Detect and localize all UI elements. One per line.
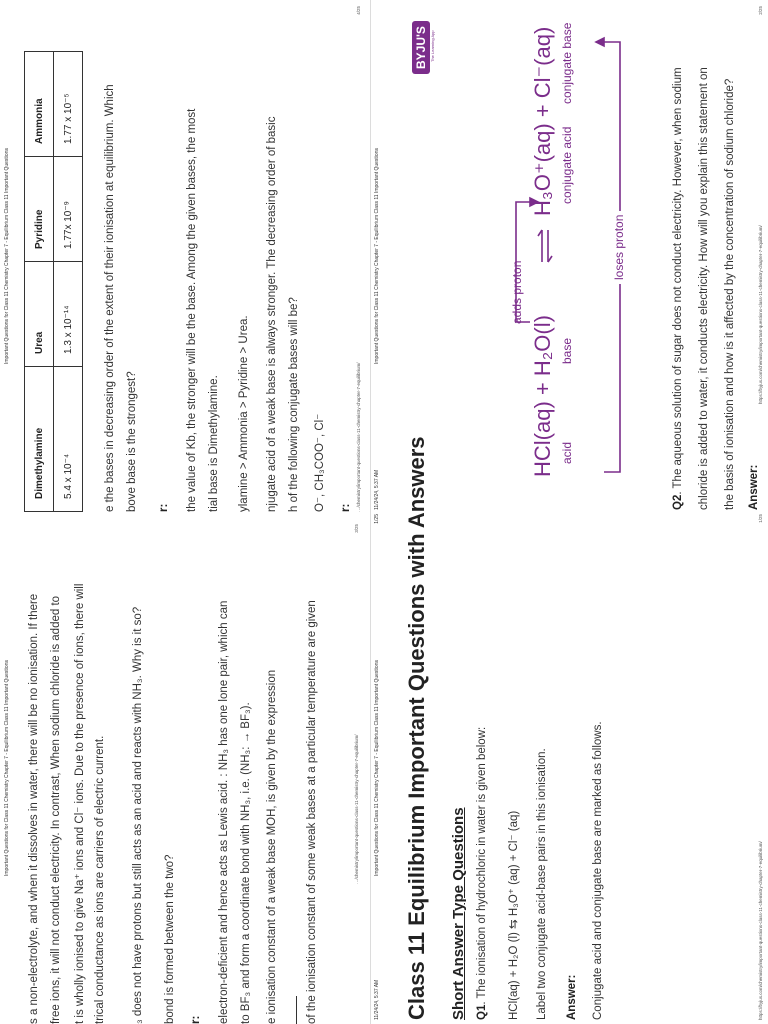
page1-header: 11/24/24, 5:37 AM Important Questions for Class 11 Chemistry Chapter 7 - Equilibrium Class 11 Important Questions 1/25 [374, 0, 386, 1024]
page-divider [370, 0, 371, 1024]
q2-line-2: chloride is added to water, it conducts electricity. How will you explain this statement on [698, 67, 710, 510]
conjugate-pair-diagram [392, 0, 632, 512]
kb-header-urea: Urea [25, 262, 54, 367]
page3-header-text: Important Questions for Class 11 Chemistry Chapter 7 - Equilibrium Class 11 Important Questions [4, 660, 10, 877]
base-label: base [560, 337, 574, 364]
p4-line-4: the value of Kb, the stronger will be the base. Among the given bases, the most [186, 108, 198, 512]
p3-line-5: ₃ does not have protons but still acts as an acid and reacts with NH₃. Why is it so? [132, 606, 144, 1024]
page4-footer-page: 4/25 [356, 6, 361, 15]
p3-line-9: bond is formed between the two? [164, 854, 176, 1024]
page3-footer-page: 3/25 [354, 524, 359, 533]
loses-proton-arrowhead [596, 38, 604, 46]
kb-header-ammonia: Ammonia [25, 52, 54, 157]
p4-line-6: ylamine > Ammonia > Pyridine > Urea. [238, 315, 250, 512]
p4-line-10: r: [340, 503, 352, 512]
q1-label: Q1 [476, 1004, 488, 1020]
byjus-logo-tagline: The Learning App [430, 30, 435, 62]
conjugate-acid-label: conjugate acid [560, 126, 574, 204]
q2-answer-label: Answer: [748, 464, 760, 510]
kb-header-dimethylamine: Dimethylamine [25, 367, 54, 512]
page4-header-text: Important Questions for Class 11 Chemistry Chapter 7 - Equilibrium Class 11 Important Questions [4, 148, 10, 365]
kb-table-value-row [54, 52, 83, 512]
q2-text-1: . The aqueous solution of sugar does not conduct electricity. However, when sodium [672, 67, 684, 495]
p3-line-1: s a non-electrolyte, and when it dissolves in water, there will be no ionisation. If there [28, 593, 40, 1024]
kb-value-pyridine: 1.77x 10⁻⁹ [54, 157, 83, 262]
page2-footer-url: https://byjus.com/chemistry/important-questions-class-11-chemistry-chapter-7-equilibrium/ [758, 225, 763, 404]
acid-label: acid [560, 441, 574, 464]
p3-line-3: t is wholly ionised to give Na⁺ ions and Cl⁻ ions. Due to the presence of ions, there will [74, 583, 86, 1024]
page2-header [374, 0, 386, 1024]
section-heading: Short Answer Type Questions [450, 807, 467, 1020]
kb-value-urea: 1.3 x 10⁻¹⁴ [54, 262, 83, 367]
q1-question [476, 727, 488, 1020]
kb-value-dimethylamine: 5.4 x 10⁻⁴ [54, 367, 83, 512]
q1-answer-text: Conjugate acid and conjugate base are marked as follows. [592, 721, 604, 1020]
p4-line-1: e the bases in decreasing order of the extent of their ionisation at equilibrium. Which [104, 84, 116, 512]
kb-table-header-row [25, 52, 54, 512]
p3-rule [296, 996, 297, 1024]
page-title: Class 11 Equilibrium Important Questions with Answers [404, 436, 429, 1020]
page2-header-title: Important Questions for Class 11 Chemistry Chapter 7 - Equilibrium Class 11 Important Questions [374, 148, 380, 365]
q2-line-3: the basis of ionisation and how is it affected by the concentration of sodium chloride? [724, 78, 736, 510]
page1-header-title: Important Questions for Class 11 Chemistry Chapter 7 - Equilibrium Class 11 Important Questions [374, 660, 380, 877]
p4-line-5: tial base is Dimethylamine. [208, 375, 220, 512]
q1-answer-label: Answer: [566, 974, 578, 1020]
page4-header [4, 0, 16, 1024]
conjugate-base-label: conjugate base [560, 22, 574, 104]
p4-line-3: r: [158, 503, 170, 512]
q2-line-1 [672, 67, 684, 510]
page2-footer [758, 0, 768, 1024]
p4-line-8: h of the following conjugate bases will be? [288, 297, 300, 512]
left-page-strip [0, 0, 370, 1024]
q2-label: Q2 [672, 494, 684, 510]
page4-footer-url: …/chemistry/important-questions-class-11-chemistry-chapter-7-equilibrium/ [356, 362, 361, 512]
p3-line-11: of the ionisation constant of some weak bases at a particular temperature are given [306, 600, 318, 1024]
kb-table [24, 51, 83, 512]
p3-line-6: r: [190, 1015, 202, 1024]
page4-footer [356, 0, 366, 1024]
q1-task: Label two conjugate acid-base pairs in this ionisation. [536, 748, 548, 1020]
p3-line-8: to BF₃ and form a coordinate bond with NH₃, i.e. (NH₃: → BF₃). [240, 702, 252, 1024]
p3-line-2: free ions, it will not conduct electricity. In contrast, When sodium chloride is added to [50, 595, 62, 1024]
p3-line-7: electron-deficient and hence acts as Lewis acid. : NH₃ has one lone pair, which can [218, 600, 230, 1024]
page3-footer-url: …/chemistry/important-questions-class-11-chemistry-chapter-7-equilibrium/ [354, 734, 359, 884]
p3-line-10: e ionisation constant of a weak base MOH, is given by the expression [266, 669, 278, 1024]
page1-header-date: 11/24/24, 5:37 AM [374, 979, 380, 1020]
kb-value-ammonia: 1.77 x 10⁻⁵ [54, 52, 83, 157]
page2-header-date: 11/24/24, 5:37 AM [374, 469, 380, 510]
right-page-strip [372, 0, 768, 1024]
equation-left: HCl(aq) + H₂O(l) [530, 315, 555, 477]
p3-line-4: trical conductance as ions are carriers of electric current. [94, 735, 106, 1024]
p4-line-9: O⁻, CH₃COO⁻, Cl⁻ [314, 413, 326, 512]
p4-line-2: bove base is the strongest? [126, 371, 138, 512]
kb-header-pyridine: Pyridine [25, 157, 54, 262]
equation-right: H₃O⁺(aq) + Cl⁻(aq) [530, 26, 555, 216]
page1-footer-url: https://byjus.com/chemistry/important-questions-class-11-chemistry-chapter-7-equilibrium/ [758, 841, 763, 1020]
loses-proton-label: loses proton [612, 211, 626, 284]
q1-equation: HCl(aq) + H₂O (l) ⇆ H₃O⁺ (aq) + Cl⁻ (aq) [508, 810, 520, 1020]
p4-line-7: njugate acid of a weak base is always stronger. The decreasing order of basic [266, 116, 278, 512]
page2-footer-page: 2/25 [758, 6, 763, 15]
adds-proton-label: adds proton [510, 260, 524, 324]
page1-footer-page: 1/25 [758, 514, 763, 523]
byjus-logo: BYJU'S [412, 21, 430, 74]
q1-text: . The ionisation of hydrochloric in water is given below: [476, 726, 488, 1005]
